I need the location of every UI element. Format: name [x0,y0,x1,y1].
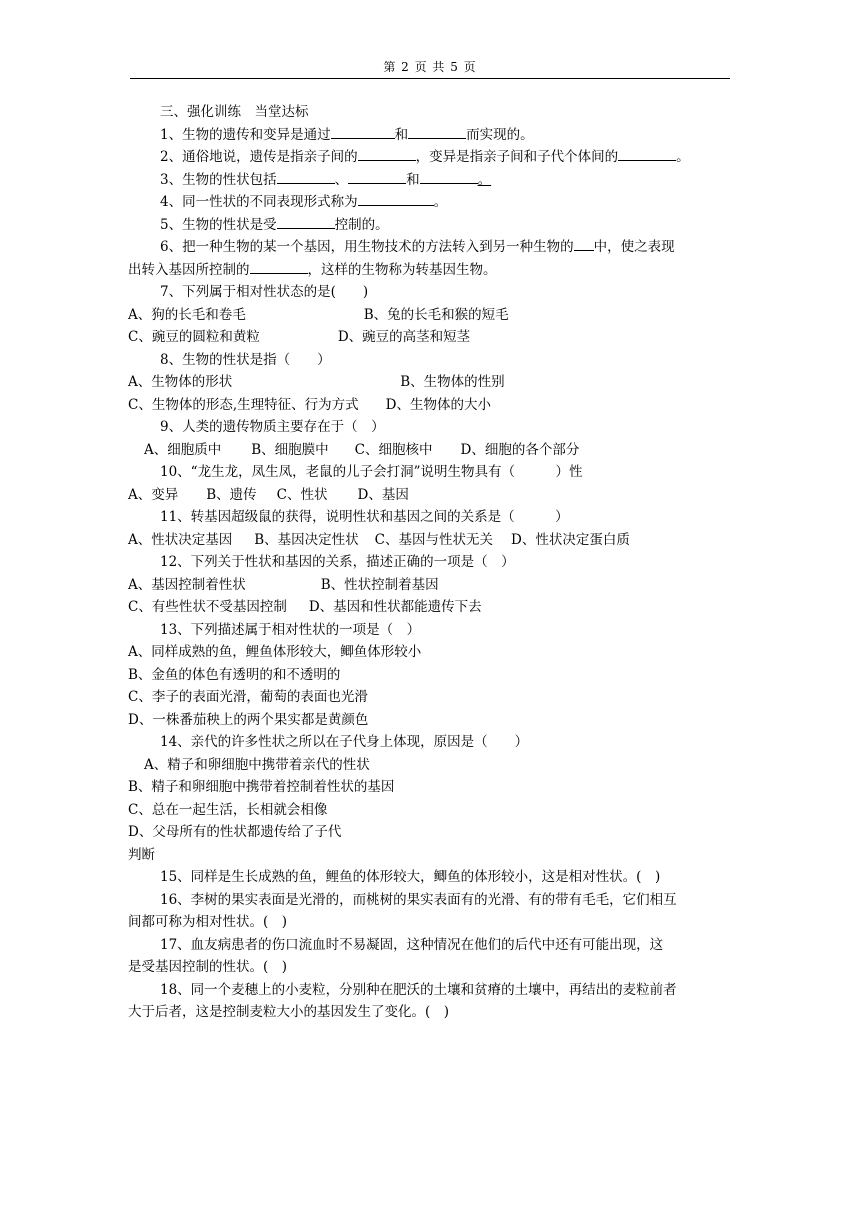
option-d[interactable]: D、性状决定蛋白质 [511,531,630,548]
option-d[interactable]: D、基因和性状都能遗传下去 [308,599,482,615]
judge-heading: 判断 [128,846,155,863]
answer-blank[interactable] [250,261,308,274]
option-c[interactable]: C、有些性状不受基因控制 [128,599,287,615]
question-16-line-2: 间都可称为相对性状。( ) [128,914,288,930]
option-a[interactable]: A、性状决定基因 [128,531,233,548]
question-9-options [144,441,579,459]
question-14-stem: 14、亲代的许多性状之所以在子代身上体现，原因是（ ） [160,734,529,750]
option-a[interactable]: A、狗的长毛和卷毛 [128,306,246,323]
answer-blank[interactable] [358,193,434,206]
option-c[interactable]: C、细胞核中 [354,441,433,458]
option-d[interactable]: D、一株番茄秧上的两个果实都是黄颜色 [128,711,369,728]
question-9-stem: 9、人类的遗传物质主要存在于（ ） [160,419,385,435]
option-b[interactable]: B、兔的长毛和猴的短毛 [363,306,509,323]
question-18-line-1: 18、同一个麦穗上的小麦粒，分别种在肥沃的土壤和贫瘠的土壤中，再结出的麦粒前者 [160,981,677,998]
question-6-line-1: 6、把一种生物的某一个基因，用生物技术的方法转入到另一种生物的 中，使之表现 [160,239,675,255]
question-7-options-row-2 [128,328,470,346]
answer-blank[interactable] [277,171,335,184]
question-6-line-2: 出转入基因所控制的 ，这样的生物称为转基因生物。 [128,261,497,278]
answer-blank[interactable] [408,126,466,139]
option-c[interactable]: C、基因与性状无关 [374,531,494,548]
page-header: 第 2 页 共 5 页 [383,60,477,74]
option-c[interactable]: C、生物体的形态,生理特征、行为方式 [128,396,359,413]
option-b[interactable]: B、基因决定性状 [254,531,359,548]
answer-blank[interactable] [618,148,676,161]
option-a[interactable]: A、细胞质中 [144,441,222,458]
option-d[interactable]: D、基因 [357,486,409,503]
option-c[interactable]: C、李子的表面光滑，葡萄的表面也光滑 [128,689,368,705]
question-13-stem: 13、下列描述属于相对性状的一项是（ ） [160,621,421,638]
option-c[interactable]: C、性状 [276,486,328,503]
question-8-options-row-2 [128,396,491,414]
answer-blank[interactable] [277,216,335,229]
answer-blank[interactable] [574,238,594,251]
question-10-stem: 10、“龙生龙，凤生凤，老鼠的儿子会打洞”说明生物具有（ ）性 [160,464,583,480]
option-b[interactable]: B、性状控制着基因 [320,576,439,593]
option-c[interactable]: C、总在一起生活，长相就会相像 [128,801,328,818]
option-a[interactable]: A、精子和卵细胞中携带着亲代的性状 [144,756,370,773]
question-18-line-2: 大于后者，这是控制麦粒大小的基因发生了变化。( ) [128,1004,450,1020]
option-c[interactable]: C、豌豆的圆粒和黄粒 [128,329,260,345]
question-8-options-row-1 [128,373,505,391]
option-d[interactable]: D、细胞的各个部分 [460,441,580,458]
answer-blank[interactable] [420,171,478,184]
question-12-options-row-1 [128,576,439,594]
question-16-line-1: 16、李树的果实表面是光滑的，而桃树的果实表面有的光滑、有的带有毛毛，它们相互 [160,891,677,908]
option-b[interactable]: B、遗传 [206,486,257,503]
option-a[interactable]: A、生物体的形状 [128,374,233,390]
question-4: 4、同一性状的不同表现形式称为 。 [160,194,448,210]
option-b[interactable]: B、精子和卵细胞中携带着控制着性状的基因 [128,779,395,795]
question-15: 15、同样是生长成熟的鱼，鲤鱼的体形较大，鲫鱼的体形较小，这是相对性状。( ) [160,869,661,885]
option-b[interactable]: B、生物体的性别 [400,374,505,390]
option-a[interactable]: A、基因控制着性状 [128,576,246,593]
question-3: 3、生物的性状包括 、 和 。 [160,171,492,188]
question-1: 1、生物的遗传和变异是通过 和 而实现的。 [160,126,534,143]
question-11-stem: 11、转基因超级鼠的获得，说明性状和基因之间的关系是（ ） [160,509,569,525]
answer-blank[interactable] [358,148,416,161]
option-d[interactable]: D、生物体的大小 [385,396,491,413]
option-d[interactable]: D、豌豆的高茎和短茎 [337,329,471,345]
question-12-options-row-2 [128,598,482,616]
option-d[interactable]: D、父母所有的性状都遗传给了子代 [128,824,342,840]
question-17-line-1: 17、血友病患者的伤口流血时不易凝固，这种情况在他们的后代中还有可能出现，这 [160,936,664,953]
question-12-stem: 12、下列关于性状和基因的关系，描述正确的一项是（ ） [160,554,515,570]
answer-blank[interactable] [331,126,395,139]
option-a[interactable]: A、变异 [128,486,179,503]
question-7-stem: 7、下列属于相对性状态的是( ) [160,284,369,300]
option-b[interactable]: B、细胞膜中 [251,441,329,458]
question-11-options [128,531,630,549]
question-17-line-2: 是受基因控制的性状。( ) [128,959,288,975]
question-7-options-row-1 [128,306,509,324]
question-10-options [128,486,409,504]
section-title: 三、强化训练 当堂达标 [160,104,309,120]
option-b[interactable]: B、金鱼的体色有透明的和不透明的 [128,666,341,683]
question-8-stem: 8、生物的性状是指（ ） [160,351,331,368]
header-divider [130,78,730,79]
option-a[interactable]: A、同样成熟的鱼，鲤鱼体形较大，鲫鱼体形较小 [128,644,422,660]
question-5: 5、生物的性状是受 控制的。 [160,216,389,233]
answer-blank[interactable] [348,171,406,184]
question-2: 2、通俗地说，遗传是指亲子间的 ，变异是指亲子间和子代个体间的 。 [160,149,690,165]
